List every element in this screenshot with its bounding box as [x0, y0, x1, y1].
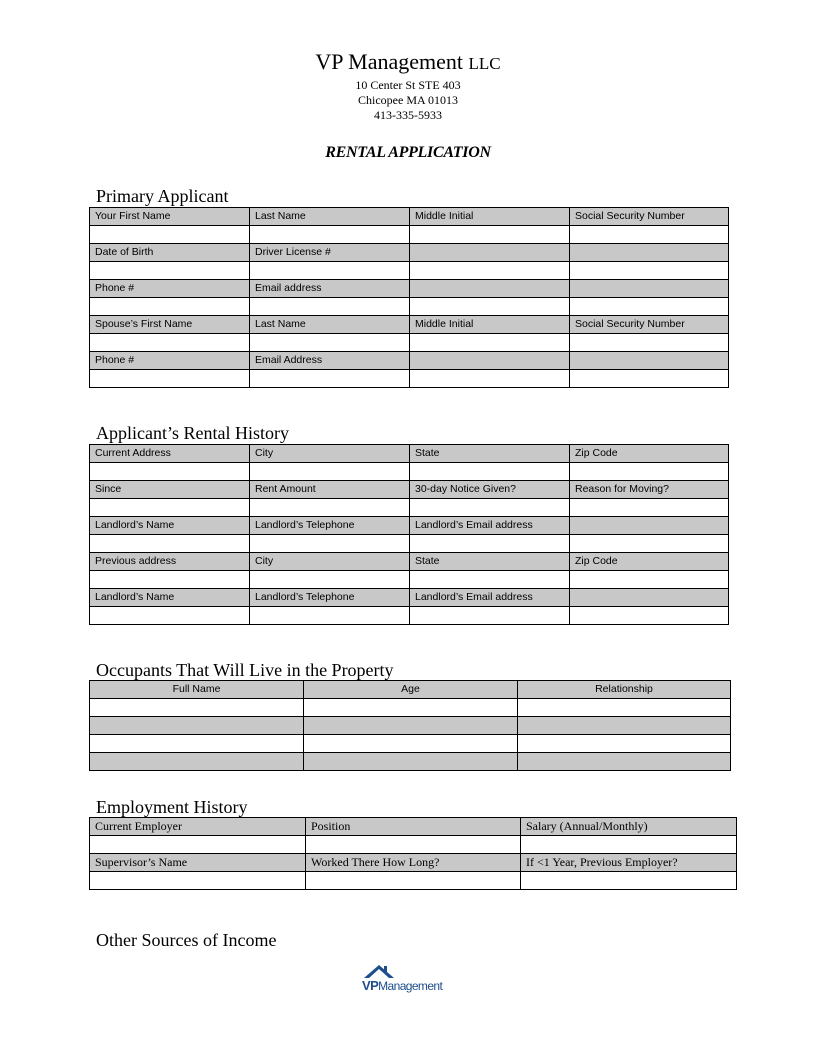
input-cell[interactable]: [90, 717, 304, 735]
input-cell[interactable]: [90, 607, 250, 625]
table-row-input: [90, 370, 729, 388]
table-row-input: [90, 717, 731, 735]
input-cell[interactable]: [570, 499, 729, 517]
label-cell: [570, 280, 729, 298]
label-cell: Date of Birth: [90, 244, 250, 262]
input-cell[interactable]: [250, 370, 410, 388]
label-cell: Middle Initial: [410, 208, 570, 226]
input-cell[interactable]: [90, 334, 250, 352]
label-cell: Zip Code: [570, 445, 729, 463]
input-cell[interactable]: [304, 753, 518, 771]
input-cell[interactable]: [90, 499, 250, 517]
table-row-label: [90, 854, 737, 872]
input-cell[interactable]: [570, 571, 729, 589]
label-cell: [410, 280, 570, 298]
label-cell: If <1 Year, Previous Employer?: [521, 854, 737, 872]
input-cell[interactable]: [90, 836, 306, 854]
label-cell: [410, 352, 570, 370]
table-row-input: [90, 463, 729, 481]
label-cell: 30-day Notice Given?: [410, 481, 570, 499]
label-cell: Social Security Number: [570, 208, 729, 226]
input-cell[interactable]: [410, 226, 570, 244]
table-row-label: [90, 481, 729, 499]
table-row-input: [90, 607, 729, 625]
label-cell: Current Employer: [90, 818, 306, 836]
input-cell[interactable]: [90, 571, 250, 589]
input-cell[interactable]: [518, 753, 731, 771]
table-row-label: [90, 517, 729, 535]
label-cell: Worked There How Long?: [306, 854, 521, 872]
label-cell: City: [250, 445, 410, 463]
label-cell: State: [410, 445, 570, 463]
input-cell[interactable]: [304, 735, 518, 753]
input-cell[interactable]: [521, 836, 737, 854]
label-cell: Current Address: [90, 445, 250, 463]
label-cell: Phone #: [90, 352, 250, 370]
table-row-input: [90, 298, 729, 316]
occupants-table: [89, 680, 731, 771]
input-cell[interactable]: [410, 499, 570, 517]
input-cell[interactable]: [570, 463, 729, 481]
letterhead: [0, 48, 816, 123]
input-cell[interactable]: [410, 262, 570, 280]
label-cell: Landlord’s Email address: [410, 589, 570, 607]
table-row-input: [90, 535, 729, 553]
company-name: [0, 48, 816, 78]
label-cell: City: [250, 553, 410, 571]
label-cell: Landlord’s Telephone: [250, 589, 410, 607]
table-row-input: [90, 571, 729, 589]
company-phone: 413-335-5933: [374, 108, 442, 122]
label-cell: Email address: [250, 280, 410, 298]
label-cell: [570, 352, 729, 370]
label-cell: Middle Initial: [410, 316, 570, 334]
input-cell[interactable]: [90, 370, 250, 388]
table-row-input: [90, 735, 731, 753]
label-cell: Landlord’s Name: [90, 517, 250, 535]
document-title: RENTAL APPLICATION: [325, 144, 491, 161]
table-row-label: [90, 445, 729, 463]
label-cell: Social Security Number: [570, 316, 729, 334]
label-cell: Previous address: [90, 553, 250, 571]
label-cell: Position: [306, 818, 521, 836]
input-cell[interactable]: [90, 535, 250, 553]
input-cell[interactable]: [410, 463, 570, 481]
input-cell[interactable]: [90, 226, 250, 244]
input-cell[interactable]: [304, 699, 518, 717]
label-cell: Last Name: [250, 316, 410, 334]
label-cell: Landlord’s Name: [90, 589, 250, 607]
input-cell[interactable]: [90, 872, 306, 890]
label-cell: [410, 244, 570, 262]
logo-text-vp: VP: [362, 978, 379, 993]
input-cell[interactable]: [250, 535, 410, 553]
input-cell[interactable]: [250, 298, 410, 316]
section-title-occupants: Occupants That Will Live in the Property: [96, 660, 394, 680]
input-cell[interactable]: [570, 226, 729, 244]
company-suffix: LLC: [468, 54, 501, 73]
section-title-other-income: Other Sources of Income: [96, 930, 277, 950]
input-cell[interactable]: [410, 571, 570, 589]
employment-history-table: [89, 817, 737, 890]
input-cell[interactable]: [304, 717, 518, 735]
table-row-input: [90, 499, 729, 517]
logo-text-management: Management: [378, 979, 443, 993]
column-header: Age: [304, 681, 518, 699]
logo-text: [362, 978, 442, 993]
label-cell: Phone #: [90, 280, 250, 298]
label-cell: Reason for Moving?: [570, 481, 729, 499]
rental-history-table: [89, 444, 729, 625]
input-cell[interactable]: [250, 499, 410, 517]
company-name-text: VP Management: [315, 49, 464, 74]
table-row-input: [90, 872, 737, 890]
label-cell: Email Address: [250, 352, 410, 370]
input-cell[interactable]: [250, 571, 410, 589]
table-row-label: [90, 316, 729, 334]
table-row-label: [90, 352, 729, 370]
table-row-input: [90, 699, 731, 717]
table-row-label: [90, 244, 729, 262]
input-cell[interactable]: [250, 334, 410, 352]
address-line-1: 10 Center St STE 403: [355, 78, 461, 92]
label-cell: Salary (Annual/Monthly): [521, 818, 737, 836]
input-cell[interactable]: [306, 836, 521, 854]
label-cell: Rent Amount: [250, 481, 410, 499]
input-cell[interactable]: [518, 735, 731, 753]
input-cell[interactable]: [410, 607, 570, 625]
input-cell[interactable]: [570, 535, 729, 553]
column-header: Relationship: [518, 681, 731, 699]
table-row-input: [90, 334, 729, 352]
label-cell: Spouse’s First Name: [90, 316, 250, 334]
table-row-label: [90, 589, 729, 607]
section-title-primary-applicant: Primary Applicant: [96, 186, 229, 206]
label-cell: Last Name: [250, 208, 410, 226]
input-cell[interactable]: [570, 334, 729, 352]
input-cell[interactable]: [410, 370, 570, 388]
input-cell[interactable]: [90, 735, 304, 753]
table-row-label: [90, 818, 737, 836]
vp-management-logo: [362, 964, 458, 996]
input-cell[interactable]: [570, 298, 729, 316]
input-cell[interactable]: [250, 262, 410, 280]
input-cell[interactable]: [570, 607, 729, 625]
input-cell[interactable]: [410, 535, 570, 553]
label-cell: State: [410, 553, 570, 571]
input-cell[interactable]: [518, 699, 731, 717]
label-cell: [570, 517, 729, 535]
input-cell[interactable]: [521, 872, 737, 890]
input-cell[interactable]: [570, 262, 729, 280]
address-line-2: Chicopee MA 01013: [358, 93, 458, 107]
table-row-label: [90, 208, 729, 226]
section-title-employment-history: Employment History: [96, 797, 248, 817]
input-cell[interactable]: [518, 717, 731, 735]
input-cell[interactable]: [90, 699, 304, 717]
label-cell: Driver License #: [250, 244, 410, 262]
table-row-input: [90, 262, 729, 280]
label-cell: [570, 589, 729, 607]
input-cell[interactable]: [250, 463, 410, 481]
label-cell: Zip Code: [570, 553, 729, 571]
table-row-label: [90, 280, 729, 298]
label-cell: Supervisor’s Name: [90, 854, 306, 872]
input-cell[interactable]: [570, 370, 729, 388]
label-cell: Landlord’s Email address: [410, 517, 570, 535]
table-row-label: [90, 553, 729, 571]
label-cell: Since: [90, 481, 250, 499]
input-cell[interactable]: [90, 753, 304, 771]
label-cell: [570, 244, 729, 262]
table-row-input: [90, 753, 731, 771]
table-row-input: [90, 836, 737, 854]
input-cell[interactable]: [90, 463, 250, 481]
column-header: Full Name: [90, 681, 304, 699]
section-title-rental-history: Applicant’s Rental History: [96, 423, 289, 443]
table-header-row: [90, 681, 731, 699]
primary-applicant-table: [89, 207, 729, 388]
input-cell[interactable]: [306, 872, 521, 890]
input-cell[interactable]: [90, 298, 250, 316]
input-cell[interactable]: [250, 607, 410, 625]
input-cell[interactable]: [90, 262, 250, 280]
input-cell[interactable]: [250, 226, 410, 244]
label-cell: Your First Name: [90, 208, 250, 226]
table-row-input: [90, 226, 729, 244]
input-cell[interactable]: [410, 298, 570, 316]
label-cell: Landlord’s Telephone: [250, 517, 410, 535]
input-cell[interactable]: [410, 334, 570, 352]
